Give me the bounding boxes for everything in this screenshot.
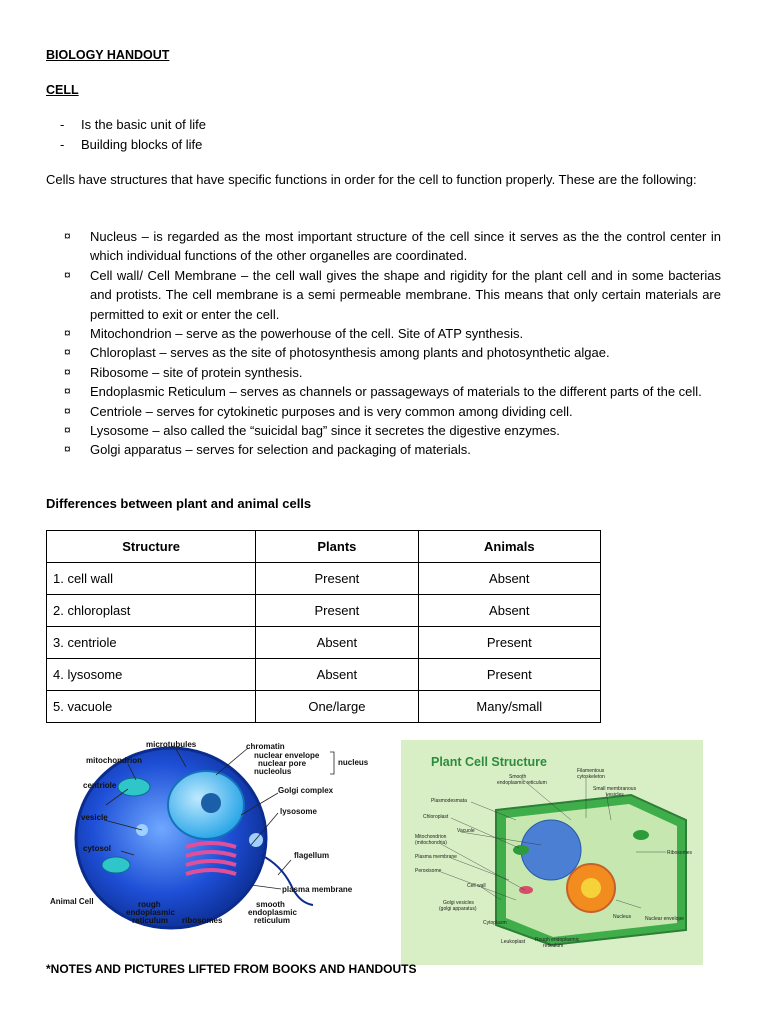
bullet-symbol: ¤: [64, 267, 71, 282]
table-row: [47, 691, 601, 723]
label-mitochondrion: (mitochondria): [415, 840, 447, 846]
bullet-symbol: ¤: [64, 345, 71, 360]
label-leukoplast: Leukoplast: [501, 939, 526, 945]
label-chloroplast: Chloroplast: [423, 814, 449, 820]
label-filamentous: Filamentous: [577, 768, 605, 774]
organelle-text: Centriole – serves for cytokinetic purposes and is very common among dividing cell.: [90, 403, 573, 419]
table-row: [47, 595, 601, 627]
intro-paragraph: Cells have structures that have specific functions in order for the cell to function properly. These are the following:: [46, 172, 697, 187]
label-nuclear-envelope: Nuclear envelope: [645, 916, 684, 922]
label-cell-wall: Cell wall: [467, 883, 486, 889]
footer-note: *NOTES AND PICTURES LIFTED FROM BOOKS AND HANDOUTS: [46, 962, 417, 976]
plants-cell: Present: [256, 563, 418, 595]
structure-cell: 4. lysosome: [47, 659, 256, 691]
bullet-symbol: ¤: [64, 384, 71, 399]
cell-body: [76, 748, 266, 928]
organelle-text: Ribosome – site of protein synthesis.: [90, 364, 303, 380]
table-row: [47, 563, 601, 595]
label-golgi: (golgi apparatus): [439, 906, 477, 912]
label-golgi-complex: Golgi complex: [278, 786, 334, 795]
cell-definition-list: [60, 115, 206, 155]
definition-item: - Building blocks of life: [60, 135, 206, 155]
bullet-symbol: ¤: [64, 364, 71, 379]
plants-cell: Absent: [256, 627, 418, 659]
column-header: Plants: [256, 531, 418, 563]
label-smooth-er: endoplasmic reticulum: [497, 780, 547, 786]
label-ribosomes: ribosomes: [182, 916, 223, 925]
label-ribosomes: Ribosomes: [667, 850, 693, 856]
nucleolus-shape: [201, 793, 221, 813]
organelle-item: [64, 382, 721, 401]
organelle-item: [64, 343, 721, 362]
animals-cell: Absent: [418, 595, 600, 627]
label-peroxisome: Peroxisome: [415, 868, 442, 874]
plant-cell-diagram: [401, 740, 703, 965]
column-header: Animals: [418, 531, 600, 563]
label-nucleus: nucleus: [338, 758, 369, 767]
organelle-item: [64, 227, 721, 266]
definition-item: - Is the basic unit of life: [60, 115, 206, 135]
animals-cell: Many/small: [418, 691, 600, 723]
table-row: [47, 659, 601, 691]
organelle-list: [64, 227, 721, 460]
label-vacuole: Vacuole: [457, 828, 475, 834]
plants-cell: One/large: [256, 691, 418, 723]
organelle-text: Lysosome – also called the “suicidal bag” since it secretes the digestive enzymes.: [90, 423, 560, 439]
chloroplast-shape: [633, 830, 649, 840]
label-nucleolus: nucleolus: [254, 767, 292, 776]
organelle-item: [64, 324, 721, 343]
caption-animal-cell: Animal Cell: [50, 897, 94, 906]
table-row: [47, 627, 601, 659]
structure-cell: 3. centriole: [47, 627, 256, 659]
organelle-item: [64, 440, 721, 459]
organelle-text: Cell wall/ Cell Membrane – the cell wall gives the shape and rigidity for the plant cell and in some bacterias and protists. The cell membrane is a semi permeable membrane. This means that only certain materials are permitted to exit or enter the cell.: [90, 267, 721, 322]
label-centriole: centriole: [83, 781, 117, 790]
bullet-symbol: ¤: [64, 403, 71, 418]
mitochondrion-shape: [102, 857, 130, 873]
structure-cell: 5. vacuole: [47, 691, 256, 723]
label-chromatin: chromatin: [246, 742, 285, 751]
label-nucleus: Nucleus: [613, 914, 632, 920]
plants-cell: Present: [256, 595, 418, 627]
structure-cell: 1. cell wall: [47, 563, 256, 595]
label-filamentous: cytoskeleton: [577, 774, 605, 780]
label-plasmodesmata: Plasmodesmata: [431, 798, 467, 804]
label-rough-er: reticulum: [132, 916, 169, 925]
mitochondrion-shape: [519, 886, 533, 894]
label-rough-er: reticulum: [543, 943, 564, 949]
mitochondrion-shape: [118, 778, 150, 796]
label-small-vesicles: Small membranous: [593, 786, 637, 792]
label-nuclear-envelope: nuclear envelope: [254, 751, 320, 760]
organelle-item: [64, 402, 721, 421]
bullet-symbol: ¤: [64, 442, 71, 457]
column-header: Structure: [47, 531, 256, 563]
animal-cell-diagram: [46, 735, 376, 935]
organelle-text: Chloroplast – serves as the site of photosynthesis among plants and photosynthetic algae.: [90, 345, 610, 361]
label-mitochondrion: Mitochondrion: [415, 834, 447, 840]
organelle-text: Mitochondrion – serve as the powerhouse of the cell. Site of ATP synthesis.: [90, 326, 524, 342]
label-rough-er: endoplasmic: [126, 908, 175, 917]
plant-figure-title: Plant Cell Structure: [431, 755, 547, 769]
label-lysosome: lysosome: [280, 807, 317, 816]
organelle-item: [64, 421, 721, 440]
differences-heading: Differences between plant and animal cells: [46, 496, 312, 511]
label-cytoplasm: Cytoplasm: [483, 920, 507, 926]
label-microtubules: microtubules: [146, 740, 197, 749]
flagellum-shape: [261, 855, 313, 905]
bullet-symbol: ¤: [64, 423, 71, 438]
animals-cell: Absent: [418, 563, 600, 595]
organelle-text: Golgi apparatus – serves for selection and packaging of materials.: [90, 442, 471, 458]
label-flagellum: flagellum: [294, 851, 330, 860]
structure-cell: 2. chloroplast: [47, 595, 256, 627]
label-plasma-membrane: plasma membrane: [282, 885, 353, 894]
nucleolus-shape: [581, 878, 601, 898]
animals-cell: Present: [418, 659, 600, 691]
nucleus-bracket: [330, 752, 334, 774]
label-cytosol: cytosol: [83, 844, 112, 853]
organelle-item: [64, 266, 721, 324]
label-vesicle: vesicle: [81, 813, 108, 822]
label-golgi: Golgi vesicles: [443, 900, 474, 906]
label-smooth-er: endoplasmic: [248, 908, 297, 917]
page-title: BIOLOGY HANDOUT: [46, 48, 170, 62]
organelle-item: [64, 363, 721, 382]
label-nuclear-pore: nuclear pore: [258, 759, 307, 768]
label-small-vesicles: vesicles: [606, 792, 624, 798]
comparison-table: [46, 530, 601, 723]
bullet-symbol: ¤: [64, 326, 71, 341]
label-rough-er: rough: [138, 900, 161, 909]
label-smooth-er: reticulum: [254, 916, 291, 925]
label-smooth-er: smooth: [256, 900, 285, 909]
plants-cell: Absent: [256, 659, 418, 691]
label-rough-er: Rough endoplasmic: [535, 937, 580, 943]
section-title-cell: CELL: [46, 83, 79, 97]
vacuole-shape: [521, 820, 581, 880]
label-smooth-er: Smooth: [509, 774, 527, 780]
label-plasma-membrane: Plasma membrane: [415, 854, 457, 860]
label-mitochondrion: mitochondrion: [86, 756, 142, 765]
organelle-text: Endoplasmic Reticulum – serves as channels or passageways of materials to the different parts of the cell.: [90, 384, 702, 400]
organelle-text: Nucleus – is regarded as the most important structure of the cell since it serves as the the control center in which individual functions of the other organelles are coordinated.: [90, 229, 721, 264]
table-header-row: [47, 531, 601, 563]
animals-cell: Present: [418, 627, 600, 659]
bullet-symbol: ¤: [64, 229, 71, 243]
